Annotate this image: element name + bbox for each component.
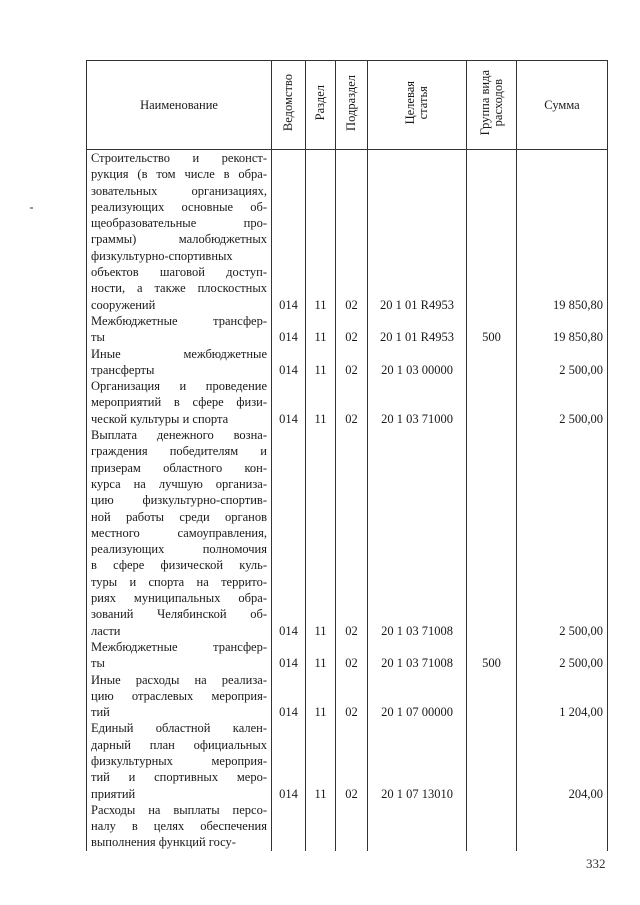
- row-name-line: Организация и проведение: [91, 379, 267, 394]
- row-sum: 2 500,00: [517, 639, 608, 672]
- row-target-article: 20 1 03 00000: [368, 346, 467, 379]
- row-target-article: 20 1 03 71008: [368, 427, 467, 639]
- row-name-line: призерам областного кон-: [91, 460, 267, 475]
- row-target-article: 20 1 01 R4953: [368, 150, 467, 313]
- row-name-line: ческой культуры и спорта: [91, 411, 229, 426]
- row-target-article: [368, 802, 467, 851]
- row-sum: 1 204,00: [517, 672, 608, 721]
- row-subsection: 02: [336, 150, 368, 313]
- row-name-line: ты: [91, 330, 105, 345]
- table-row: [87, 346, 608, 379]
- row-name-line: сооружений: [91, 297, 156, 312]
- table-row: [87, 378, 608, 427]
- row-sum: 2 500,00: [517, 378, 608, 427]
- row-name-line: ласти: [91, 623, 121, 638]
- row-section: 11: [306, 346, 336, 379]
- budget-table: [86, 60, 608, 851]
- header-sum: Сумма: [517, 61, 608, 150]
- row-name: [87, 720, 272, 801]
- row-name-line: цию отраслевых мероприя-: [91, 688, 267, 703]
- page-number: 332: [586, 856, 606, 871]
- row-target-article: 20 1 03 71000: [368, 378, 467, 427]
- row-target-article: 20 1 03 71008: [368, 639, 467, 672]
- row-name-line: тий: [91, 705, 110, 720]
- row-subsection: 02: [336, 313, 368, 346]
- row-name-line: курса на лучшую организа-: [91, 476, 267, 491]
- row-sum: 204,00: [517, 720, 608, 801]
- row-name-line: ной работы среди органов: [91, 509, 267, 524]
- row-expense-group: [467, 427, 517, 639]
- row-name-line: трансферты: [91, 362, 155, 377]
- row-expense-group: 500: [467, 639, 517, 672]
- row-name-line: Иные межбюджетные: [91, 346, 267, 361]
- row-name-line: физкультурно-спортивных: [91, 248, 233, 263]
- row-expense-group: [467, 346, 517, 379]
- row-department: 014: [272, 639, 306, 672]
- row-name-line: объектов шаговой доступ-: [91, 265, 267, 280]
- row-department: 014: [272, 313, 306, 346]
- row-expense-group: [467, 720, 517, 801]
- row-name: [87, 346, 272, 379]
- header-subsection: Подраздел: [336, 61, 368, 150]
- row-section: 11: [306, 378, 336, 427]
- row-section: 11: [306, 672, 336, 721]
- table-row: [87, 720, 608, 801]
- header-expense-group: Группа вида расходов: [467, 61, 517, 150]
- row-expense-group: [467, 378, 517, 427]
- row-sum: 2 500,00: [517, 427, 608, 639]
- row-section: 11: [306, 720, 336, 801]
- row-expense-group: [467, 672, 517, 721]
- row-name-line: в сфере физической куль-: [91, 558, 267, 573]
- row-name: [87, 672, 272, 721]
- row-name-line: Единый областной кален-: [91, 721, 267, 736]
- row-subsection: 02: [336, 720, 368, 801]
- row-section: 11: [306, 427, 336, 639]
- row-department: 014: [272, 346, 306, 379]
- row-name-line: цию физкультурно-спортив-: [91, 493, 267, 508]
- row-section: 11: [306, 639, 336, 672]
- row-subsection: [336, 802, 368, 851]
- row-name: [87, 639, 272, 672]
- row-name-line: рукция (в том числе в обра-: [91, 167, 267, 182]
- row-sum: 2 500,00: [517, 346, 608, 379]
- table-header-row: [87, 61, 608, 150]
- row-name-line: ности, а также плоскостных: [91, 281, 267, 296]
- row-sum: 19 850,80: [517, 150, 608, 313]
- row-target-article: 20 1 07 13010: [368, 720, 467, 801]
- table-row: [87, 672, 608, 721]
- table-row: [87, 802, 608, 851]
- row-section: 11: [306, 150, 336, 313]
- row-name-line: Выплата денежного возна-: [91, 428, 267, 443]
- row-department: [272, 802, 306, 851]
- row-subsection: 02: [336, 672, 368, 721]
- header-section: Раздел: [306, 61, 336, 150]
- row-sum: 19 850,80: [517, 313, 608, 346]
- row-name: [87, 427, 272, 639]
- row-name: [87, 802, 272, 851]
- row-target-article: 20 1 01 R4953: [368, 313, 467, 346]
- row-name-line: Межбюджетные трансфер-: [91, 639, 267, 654]
- row-name-line: граждения победителям и: [91, 444, 267, 459]
- row-department: 014: [272, 150, 306, 313]
- row-target-article: 20 1 07 00000: [368, 672, 467, 721]
- row-name-line: граммы) малобюджетных: [91, 232, 267, 247]
- row-subsection: 02: [336, 639, 368, 672]
- row-section: 11: [306, 313, 336, 346]
- row-name: [87, 150, 272, 313]
- row-name-line: налу в целях обеспечения: [91, 819, 267, 834]
- table-row: [87, 313, 608, 346]
- row-subsection: 02: [336, 378, 368, 427]
- table-row: [87, 427, 608, 639]
- row-name-line: реализующих основные об-: [91, 199, 267, 214]
- row-department: 014: [272, 720, 306, 801]
- row-department: 014: [272, 427, 306, 639]
- table-row: [87, 150, 608, 313]
- row-name-line: туры и спорта на террито-: [91, 574, 267, 589]
- row-name-line: риях муниципальных обра-: [91, 591, 267, 606]
- row-name-line: дарный план официальных: [91, 737, 267, 752]
- row-name-line: физкультурных мероприя-: [91, 753, 267, 768]
- row-name-line: щеобразовательные про-: [91, 216, 267, 231]
- row-name-line: мероприятий в сфере физи-: [91, 395, 267, 410]
- row-name-line: Иные расходы на реализа-: [91, 672, 267, 687]
- row-name: [87, 378, 272, 427]
- row-name-line: приятий: [91, 786, 136, 801]
- row-expense-group: 500: [467, 313, 517, 346]
- row-expense-group: [467, 150, 517, 313]
- header-department: Ведомство: [272, 61, 306, 150]
- row-name-line: местного самоуправления,: [91, 525, 267, 540]
- row-name-line: Расходы на выплаты персо-: [91, 802, 267, 817]
- row-sum: [517, 802, 608, 851]
- header-name: Наименование: [87, 61, 272, 150]
- row-name-line: ты: [91, 656, 105, 671]
- row-department: 014: [272, 672, 306, 721]
- row-name-line: Строительство и реконст-: [91, 151, 267, 165]
- row-section: [306, 802, 336, 851]
- table-row: [87, 639, 608, 672]
- row-department: 014: [272, 378, 306, 427]
- table-body: [87, 150, 608, 851]
- row-subsection: 02: [336, 346, 368, 379]
- row-name-line: тий и спортивных меро-: [91, 770, 267, 785]
- row-subsection: 02: [336, 427, 368, 639]
- row-name: [87, 313, 272, 346]
- row-name-line: зовательных организациях,: [91, 183, 267, 198]
- row-expense-group: [467, 802, 517, 851]
- header-target-article: Целевая статья: [368, 61, 467, 150]
- scan-artifact: [30, 207, 33, 209]
- row-name-line: Межбюджетные трансфер-: [91, 313, 267, 328]
- row-name-line: выполнения функций госу-: [91, 835, 236, 850]
- row-name-line: зований Челябинской об-: [91, 607, 267, 622]
- row-name-line: реализующих полномочия: [91, 542, 267, 557]
